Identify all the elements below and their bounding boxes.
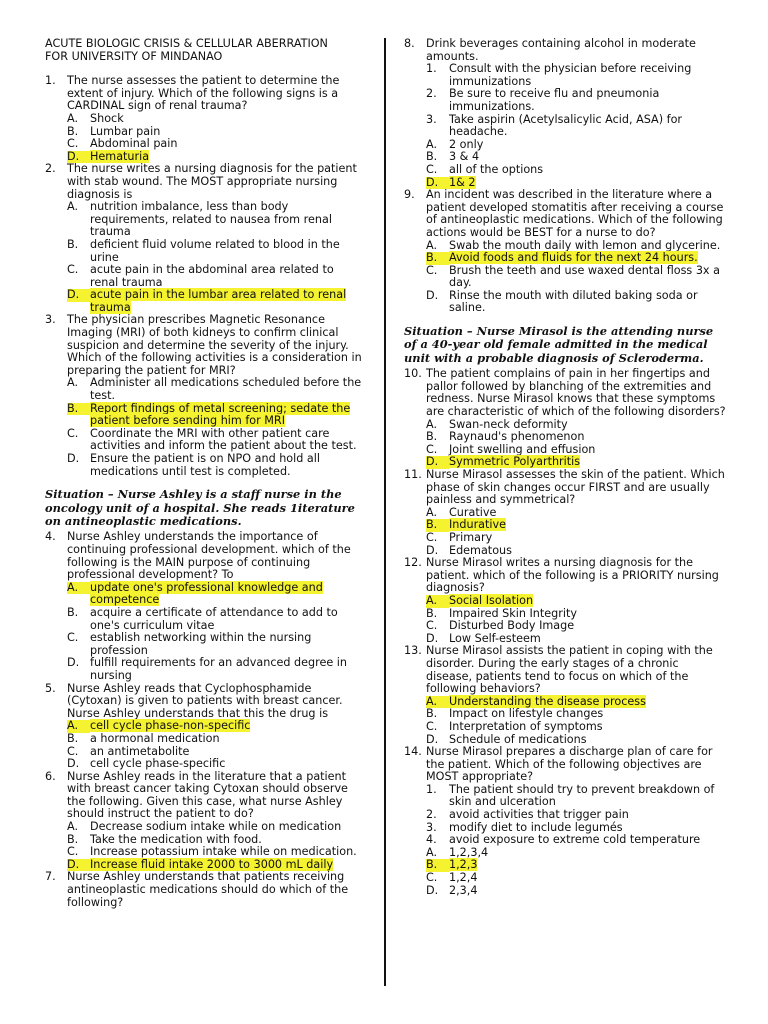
answer-option [67,657,363,682]
option-label: A. [426,696,449,709]
question-number: 11. [404,468,422,482]
answer-option [67,377,363,402]
answer-option [67,607,363,632]
option-label: B. [67,731,79,745]
question-item [404,38,726,189]
option-text: Decrease sodium intake while on medication [90,820,342,834]
question-item [404,368,726,469]
option-text: modify diet to include legumés [449,820,623,834]
option-text: 1,2,3,4 [449,845,489,859]
option-label: B. [67,124,79,138]
question-text: Drink beverages containing alcohol in moderate amounts. [426,37,696,63]
situation-heading: Situation – Nurse Mirasol is the attending nurse of a 40-year old female admitted in the medical unit with a probable diagnosis of Scleroderma. [404,324,714,365]
option-label: C. [426,531,438,544]
option-text: Administer all medications scheduled before the test. [90,376,362,403]
option-text: Be sure to receive flu and pneumonia immunizations. [449,87,660,113]
option-text: 2,3,4 [449,883,478,897]
question-number: 9. [404,188,415,202]
option-text: Joint swelling and effusion [449,442,596,456]
option-text: deficient fluid volume related to blood in the urine [90,237,340,264]
option-text: Social Isolation [449,593,534,607]
column-divider [384,38,386,986]
option-label: C. [426,442,438,456]
option-text: an antimetabolite [90,744,190,758]
question-item [45,163,363,314]
document-title [45,38,363,63]
option-text: 1,2,4 [449,871,478,885]
option-text: Edematous [449,543,512,557]
question-number: 3. [45,313,56,327]
situation-heading: Situation – Nurse Ashley is a staff nurse in the oncology unit of a hospital. She reads 1iterature on antineoplastic medications. [45,487,355,528]
option-label: C. [67,744,79,758]
question-number: 5. [45,681,56,695]
question-text: Nurse Mirasol assesses the skin of the patient. Which phase of skin changes occur FIRST and are usually painless and symmetrical? [426,468,725,507]
question-item [45,771,363,872]
question-text: Nurse Ashley reads that Cyclophosphamide (Cytoxan) is given to patients with breast cancer. Nurse Ashley understands that this the drug is [67,681,343,720]
option-label: B. [67,832,79,846]
option-text: Brush the teeth and use waxed dental floss 3x a day. [449,263,720,290]
option-text: 2 only [449,137,484,151]
option-label: B. [426,859,449,872]
answer-option [67,138,363,151]
answer-option [67,264,363,289]
option-label: D. [67,289,90,302]
option-text: Take the medication with food. [90,832,262,846]
option-label: A. [67,582,90,595]
answer-option [67,239,363,264]
question-text: Nurse Ashley understands that patients receiving antineoplastic medications should do which of the following? [67,870,349,909]
question-item [45,683,363,771]
option-text: 3 & 4 [449,150,480,164]
option-label: B. [426,430,438,444]
question-number: 6. [45,769,56,783]
option-label: B. [426,519,449,532]
answer-option [67,582,363,607]
answer-option [67,289,363,314]
question-item [404,189,726,315]
option-text: Consult with the physician before receiving immunizations [449,62,692,88]
answer-option [426,114,726,139]
option-label: B. [67,237,79,251]
option-text: avoid exposure to extreme cold temperature [449,833,701,847]
option-text: fulfill requirements for an advanced degree in nursing [90,656,347,682]
question-item [45,314,363,478]
option-text: all of the options [449,162,544,176]
question-number: 13. [404,644,422,658]
option-label: A. [426,595,449,608]
answer-option [426,164,726,177]
option-text: Swan-neck deformity [449,417,568,431]
option-text: establish networking within the nursing profession [90,631,312,657]
question-number: 1. [45,74,56,88]
answer-option [426,88,726,113]
option-label: 3. [426,112,437,126]
option-label: 4. [426,833,437,847]
option-text: Coordinate the MRI with other patient care activities and inform the patient about the test. [90,426,357,453]
answer-option [67,428,363,453]
question-item [45,75,363,163]
option-text: Increase potassium intake while on medication. [90,845,357,859]
option-text: nutrition imbalance, less than body requirements, related to nausea from renal trauma [90,200,332,239]
option-text: acute pain in the abdominal area related to renal trauma [90,263,334,289]
question-text: Nurse Ashley reads in the literature that a patient with breast cancer taking Cytoxan should observe the following. Given this case, what nurse Ashley should instruct the patient to do? [67,769,348,821]
option-label: C. [67,263,79,277]
option-label: 2. [426,87,437,101]
answer-option [67,758,363,771]
option-text: Rinse the mouth with diluted baking soda or saline. [449,288,698,315]
question-number: 14. [404,745,422,759]
option-label: A. [426,238,438,252]
option-label: D. [67,859,90,872]
question-text: The nurse writes a nursing diagnosis for the patient with stab wound. The MOST appropriate nursing diagnosis is [67,162,357,201]
answer-option [426,784,726,809]
option-text: cell cycle phase-specific [90,757,226,771]
answer-option [67,403,363,428]
option-text: avoid activities that trigger pain [449,808,629,822]
option-text: cell cycle phase-non-specific [90,719,251,733]
option-text: Disturbed Body Image [449,619,575,633]
option-label: C. [67,426,79,440]
option-text: 1,2,3 [449,858,478,872]
question-item [404,557,726,645]
option-label: D. [67,757,80,771]
option-text: The patient should try to prevent breakdown of skin and ulceration [449,782,715,809]
question-text: Nurse Mirasol writes a nursing diagnosis for the patient. which of the following is a PRIORITY nursing diagnosis? [426,556,719,595]
option-text: Lumbar pain [90,124,161,138]
question-text: The patient complains of pain in her fingertips and pallor followed by blanching of the extremities and redness. Nurse Mirasol knows that these symptoms are characteristic of which of the following disorders? [426,367,726,419]
question-text: Nurse Ashley understands the importance of continuing professional development. which of the following is the MAIN purpose of continuing professional development? To [67,530,351,582]
question-number: 8. [404,37,415,50]
option-label: A. [67,720,90,733]
option-label: A. [67,820,79,834]
option-text: Understanding the disease process [449,694,646,708]
option-label: B. [67,403,90,416]
option-text: Abdominal pain [90,137,178,151]
option-text: Swab the mouth daily with lemon and glycerine. [449,238,721,252]
option-label: A. [426,505,438,519]
option-label: D. [426,177,449,190]
question-text: Nurse Mirasol assists the patient in coping with the disorder. During the early stages of a chronic disease, patients tend to focus on which of the following behaviors? [426,644,713,696]
option-label: C. [426,619,438,633]
option-text: acquire a certificate of attendance to add to one's curriculum vitae [90,605,338,632]
option-text: Low Self-esteem [449,631,541,645]
question-item [45,531,363,682]
question-item [404,469,726,557]
question-text: The nurse assesses the patient to determine the extent of injury. Which of the following signs is a CARDINAL sign of renal trauma? [67,74,340,113]
option-label: 2. [426,808,437,822]
option-text: Impact on lifestyle changes [449,707,604,721]
option-text: Take aspirin (Acetylsalicylic Acid, ASA) for headache. [449,112,683,139]
option-label: A. [426,417,438,431]
option-text: Symmetric Polyarthritis [449,455,581,469]
option-text: Avoid foods and fluids for the next 24 hours. [449,251,698,265]
option-label: D. [67,452,80,465]
option-label: A. [426,137,438,151]
option-label: D. [426,883,439,897]
question-number: 7. [45,870,56,884]
option-label: C. [67,845,79,859]
option-label: A. [67,376,79,390]
question-text: An incident was described in the literature where a patient developed stomatitis after receiving a course of antineoplastic medications. Which of the following actions would be BEST for a nurse to do? [426,188,724,239]
option-label: A. [67,200,79,214]
option-label: D. [426,456,449,469]
option-label: C. [67,137,79,151]
question-number: 4. [45,530,56,544]
option-text: Hematuria [90,149,150,163]
answer-option [67,632,363,657]
option-label: D. [67,151,90,164]
option-label: B. [426,150,438,164]
option-text: 1& 2 [449,175,476,189]
option-text: acute pain in the lumbar area related to renal trauma [90,288,347,314]
option-label: D. [426,631,439,645]
option-text: Impaired Skin Integrity [449,606,577,620]
option-label: B. [67,605,79,619]
option-label: B. [426,707,438,721]
option-label: A. [426,845,438,859]
option-label: 1. [426,62,437,76]
option-text: Ensure the patient is on NPO and hold all medications until test is completed. [90,452,320,478]
option-label: C. [426,162,438,176]
question-number: 2. [45,162,56,176]
question-text: Nurse Mirasol prepares a discharge plan of care for the patient. Which of the following objectives are MOST appropriate? [426,745,713,784]
question-item [404,746,726,897]
answer-option [67,453,363,478]
option-text: Raynaud's phenomenon [449,430,585,444]
option-text: Schedule of medications [449,732,587,746]
question-item [45,871,363,909]
question-item [404,645,726,746]
option-label: C. [67,631,79,645]
option-text: Interpretation of symptoms [449,719,603,733]
option-label: D. [67,656,80,670]
question-text: The physician prescribes Magnetic Resonance Imaging (MRI) of both kidneys to confirm clinical suspicion and determine the severity of the injury. Which of the following activities is a consideration in preparing the patient for MRI? [67,313,362,377]
option-label: B. [426,606,438,620]
option-label: D. [426,543,439,557]
option-text: Primary [449,531,493,544]
answer-option [67,201,363,239]
option-label: 3. [426,820,437,834]
left-column [45,38,363,909]
answer-option [426,265,726,290]
option-text: Shock [90,111,124,125]
option-label: D. [426,288,439,302]
title-line: FOR UNIVERSITY OF MINDANAO [45,49,223,63]
answer-option [426,63,726,88]
option-label: C. [426,871,438,885]
option-label: C. [426,263,438,277]
title-line: ACUTE BIOLOGIC CRISIS & CELLULAR ABERRATION [45,37,328,50]
option-text: Curative [449,505,497,519]
answer-option [67,846,363,859]
right-column [404,38,726,897]
option-label: D. [426,732,439,746]
question-number: 12. [404,556,422,570]
option-label: C. [426,719,438,733]
option-text: Increase fluid intake 2000 to 3000 mL daily [90,857,334,871]
question-number: 10. [404,367,422,381]
option-label: B. [426,252,449,265]
answer-option [426,885,726,898]
option-text: Indurative [449,518,507,532]
option-label: A. [67,111,79,125]
option-label: 1. [426,782,437,796]
option-text: Report findings of metal screening; sedate the patient before sending him for MRI [90,401,351,428]
option-text: a hormonal medication [90,731,220,745]
option-text: update one's professional knowledge and competence [90,580,323,607]
answer-option [426,290,726,315]
